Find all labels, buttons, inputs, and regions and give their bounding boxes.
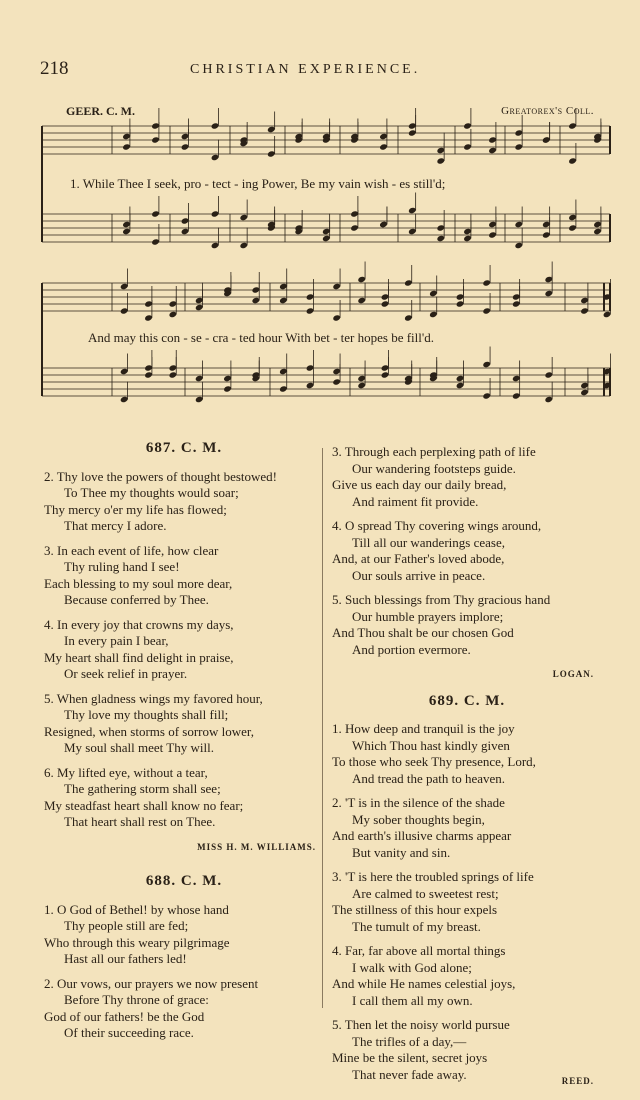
note-head [544, 290, 553, 297]
verse-line: Our souls arrive in peace. [352, 567, 486, 583]
verse-line: The trifles of a day,— [352, 1033, 467, 1049]
note-head [144, 371, 153, 378]
verse-line: And tread the path to heaven. [352, 770, 506, 786]
verse-line: 2. Thy love the powers of thought bestowed! [44, 468, 277, 484]
note-head [482, 279, 491, 286]
note-head [279, 297, 288, 304]
verse-line: 2. Our vows, our prayers we now present [44, 975, 259, 991]
note-head [306, 307, 315, 314]
stanza [44, 617, 324, 683]
verse-line: Resigned, when storms of sorrow lower, [44, 723, 254, 739]
note-head [488, 136, 497, 143]
verse-line: And raiment fit provide. [352, 493, 479, 509]
verse-line: Thy people still are fed; [64, 918, 189, 933]
verse-line: The stillness of this hour expels [332, 902, 498, 917]
note-head [542, 231, 551, 238]
note-head [593, 221, 602, 228]
note-head [332, 314, 341, 321]
note-head [169, 311, 178, 318]
note-head [252, 286, 261, 293]
note-head [593, 228, 602, 235]
note-head [436, 235, 445, 242]
verse-line: Are calmed to sweetest rest; [352, 885, 499, 901]
verse-line: And portion evermore. [352, 641, 471, 657]
note-head [379, 143, 388, 150]
verse-line: Before Thy throne of grace: [64, 992, 209, 1007]
note-head [357, 297, 366, 304]
note-head [267, 150, 276, 157]
note-head [463, 235, 472, 242]
hymn-number: 687. C. M. [145, 440, 223, 456]
verse-line: Till all our wanderings cease, [352, 534, 505, 550]
lyric-line-2: And may this con - se - cra - ted hour With bet - ter hopes be fill'd. [88, 330, 434, 345]
note-head [580, 382, 589, 389]
note-head [350, 210, 359, 217]
note-head [603, 311, 612, 318]
verse-line: 1. How deep and tranquil is the joy [332, 721, 515, 736]
note-head [181, 228, 190, 235]
stanza [332, 795, 602, 861]
right-column [332, 444, 602, 1100]
note-head [169, 371, 178, 378]
stanza [332, 518, 602, 584]
note-head [408, 228, 417, 235]
note-head [381, 293, 390, 300]
verse-line: Thy love my thoughts shall fill; [64, 707, 229, 722]
note-head [512, 392, 521, 399]
left-column [44, 440, 324, 1050]
verse-line: 3. Through each perplexing path of life [332, 444, 536, 459]
verse-line: That heart shall rest on Thee. [64, 814, 216, 829]
note-head [181, 133, 190, 140]
verse-line: 5. Then let the noisy world pursue [332, 1017, 510, 1032]
note-head [544, 371, 553, 378]
note-head [211, 210, 220, 217]
verse-line: And, at our Father's loved abode, [332, 551, 505, 566]
verse-line: That never fade away. [352, 1066, 467, 1082]
note-head [169, 364, 178, 371]
note-head [195, 297, 204, 304]
note-head [267, 126, 276, 133]
running-head: CHRISTIAN EXPERIENCE. [190, 62, 421, 77]
note-head [122, 228, 131, 235]
note-head [279, 368, 288, 375]
note-head [357, 276, 366, 283]
note-head [120, 396, 129, 403]
verse-line: 6. My lifted eye, without a tear, [44, 764, 208, 780]
note-head [568, 157, 577, 164]
verse-line: Give us each day our daily bread, [332, 477, 507, 492]
note-head [279, 385, 288, 392]
note-head [379, 221, 388, 228]
note-head [404, 279, 413, 286]
stanza [44, 691, 324, 757]
note-head [408, 122, 417, 129]
hymn-number: 689. C. M. [428, 692, 506, 709]
note-head [211, 122, 220, 129]
tune-source: Greatorex's Coll. [501, 105, 594, 117]
note-head [580, 389, 589, 396]
verse-line: Who through this weary pilgrimage [44, 934, 230, 950]
verse-line: Hast all our fathers led! [64, 951, 187, 966]
stanza [44, 976, 324, 1042]
note-head [169, 300, 178, 307]
verse-line: The tumult of my breast. [352, 918, 481, 934]
verse-line: And while He names celestial joys, [332, 976, 516, 991]
hymn-author: LOGAN. [552, 669, 594, 679]
note-head [381, 300, 390, 307]
note-head [332, 283, 341, 290]
note-head [456, 300, 465, 307]
tune-name: GEER. C. M. [66, 104, 135, 118]
verse-line: 4. O spread Thy covering wings around, [332, 518, 542, 533]
note-head [580, 307, 589, 314]
note-head [144, 300, 153, 307]
verse-line: I call them all my own. [352, 992, 473, 1008]
note-head [436, 147, 445, 154]
note-head [357, 382, 366, 389]
note-head [463, 122, 472, 129]
note-head [580, 297, 589, 304]
note-head [151, 238, 160, 245]
note-head [482, 392, 491, 399]
verse-line: God of our fathers! be the God [44, 1008, 205, 1024]
verse-line: But vanity and sin. [352, 844, 451, 860]
note-head [144, 364, 153, 371]
note-head [514, 242, 523, 249]
note-head [151, 136, 160, 143]
verse-line: That mercy I adore. [64, 518, 167, 533]
note-head [408, 207, 417, 214]
verse-line: 2. 'T is in the silence of the shade [332, 795, 505, 810]
note-head [306, 364, 315, 371]
note-head [151, 122, 160, 129]
note-head [482, 361, 491, 368]
note-head [456, 375, 465, 382]
note-head [381, 364, 390, 371]
verse-line: Each blessing to my soul more dear, [44, 575, 233, 591]
note-head [488, 147, 497, 154]
stanza [44, 469, 324, 535]
note-head [488, 231, 497, 238]
verse-line: Thy ruling hand I see! [64, 559, 180, 574]
note-head [144, 314, 153, 321]
verse-line: To Thee my thoughts would soar; [64, 485, 239, 500]
verse-line: Of their succeeding race. [64, 1025, 194, 1040]
verse-line: 3. In each event of life, how clear [44, 542, 219, 558]
verse-line: In every pain I bear, [64, 633, 169, 648]
verse-line: My sober thoughts begin, [352, 811, 485, 827]
note-head [456, 382, 465, 389]
music-score [0, 0, 640, 420]
note-head [568, 214, 577, 221]
note-head [379, 133, 388, 140]
note-head [122, 221, 131, 228]
verse-line: Mine be the silent, secret joys [332, 1050, 488, 1065]
note-head [151, 210, 160, 217]
note-head [482, 307, 491, 314]
stanza [332, 592, 602, 658]
note-head [332, 368, 341, 375]
verse-line: Because conferred by Thee. [64, 592, 209, 607]
verse-line: My steadfast heart shall know no fear; [44, 797, 244, 813]
note-head [306, 382, 315, 389]
verse-line: And earth's illusive charms appear [332, 828, 512, 843]
stanza [44, 765, 324, 831]
verse-line: 4. Far, far above all mortal things [332, 943, 506, 958]
note-head [122, 143, 131, 150]
hymn-author: REED. [561, 1076, 594, 1086]
note-head [404, 314, 413, 321]
verse-line: I walk with God alone; [352, 959, 472, 975]
verse-line: Or seek relief in prayer. [64, 666, 188, 681]
note-head [542, 221, 551, 228]
verse-line: And Thou shalt be our chosen God [332, 625, 514, 640]
note-head [357, 375, 366, 382]
stanza [332, 943, 602, 1009]
note-head [306, 293, 315, 300]
note-head [332, 378, 341, 385]
note-head [239, 242, 248, 249]
note-head [456, 293, 465, 300]
verse-line: 5. Such blessings from Thy gracious hand [332, 592, 551, 607]
note-head [223, 385, 232, 392]
stanza [44, 543, 324, 609]
verse-line: Our humble prayers implore; [352, 608, 504, 624]
note-head [223, 375, 232, 382]
hymn-author: MISS H. M. WILLIAMS. [197, 841, 316, 852]
verse-line: 3. 'T is here the troubled springs of life [332, 869, 534, 884]
note-head [350, 224, 359, 231]
lyric-line-1: 1. While Thee I seek, pro - tect - ing Power, Be my vain wish - es still'd; [70, 176, 446, 191]
hymn-number: 688. C. M. [145, 873, 223, 889]
note-head [120, 307, 129, 314]
verse-line: Thy mercy o'er my life has flowed; [44, 501, 227, 517]
stanza [44, 902, 324, 968]
note-head [542, 136, 551, 143]
note-head [463, 228, 472, 235]
verse-line: Our wandering footsteps guide. [352, 460, 516, 476]
verse-line: Which Thou hast kindly given [352, 737, 510, 753]
page-number: 218 [40, 58, 69, 79]
note-head [211, 154, 220, 161]
verse-line: 4. In every joy that crowns my days, [44, 616, 234, 632]
note-head [514, 143, 523, 150]
note-head [436, 224, 445, 231]
note-head [381, 371, 390, 378]
note-head [195, 396, 204, 403]
note-head [239, 214, 248, 221]
note-head [514, 129, 523, 136]
note-head [544, 276, 553, 283]
note-head [195, 375, 204, 382]
verse-line: 5. When gladness wings my favored hour, [44, 690, 263, 706]
note-head [512, 300, 521, 307]
stanza [332, 869, 602, 935]
stanza [332, 721, 602, 787]
verse-line: 1. O God of Bethel! by whose hand [44, 901, 229, 917]
note-head [120, 283, 129, 290]
note-head [568, 224, 577, 231]
verse-line: My soul shall meet Thy will. [64, 740, 214, 755]
note-head [512, 293, 521, 300]
note-head [195, 304, 204, 311]
note-head [279, 283, 288, 290]
note-head [252, 297, 261, 304]
stanza [332, 444, 602, 510]
note-head [512, 375, 521, 382]
note-head [436, 157, 445, 164]
note-head [211, 242, 220, 249]
note-head [122, 133, 131, 140]
verse-line: To those who seek Thy presence, Lord, [332, 754, 536, 769]
note-head [488, 221, 497, 228]
note-head [322, 235, 331, 242]
note-head [181, 143, 190, 150]
note-head [544, 396, 553, 403]
note-head [322, 228, 331, 235]
note-head [568, 122, 577, 129]
note-head [181, 217, 190, 224]
verse-line: The gathering storm shall see; [64, 781, 221, 796]
note-head [429, 311, 438, 318]
note-head [408, 129, 417, 136]
note-head [463, 143, 472, 150]
note-head [429, 290, 438, 297]
verse-line: My heart shall find delight in praise, [44, 649, 234, 665]
note-head [514, 221, 523, 228]
note-head [120, 368, 129, 375]
